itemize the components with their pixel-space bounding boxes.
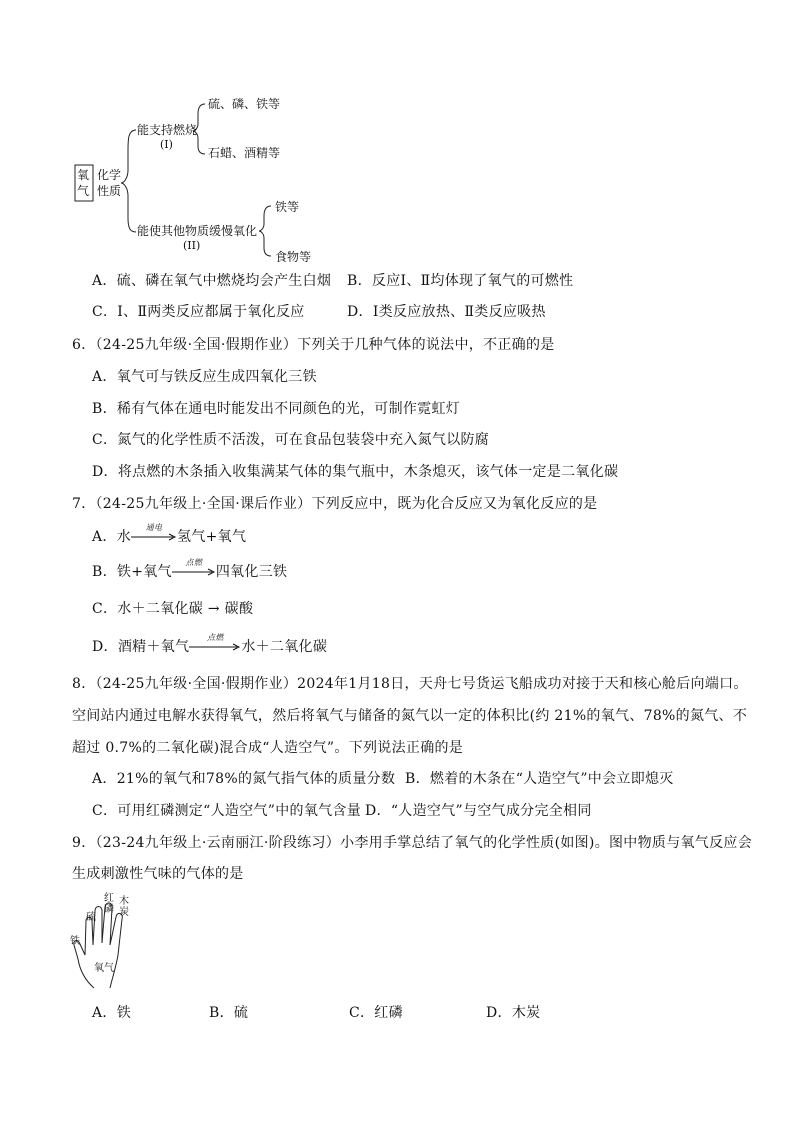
q9-option-d[interactable]: D．木炭 bbox=[486, 1005, 541, 1021]
q7-option-d[interactable] bbox=[92, 633, 328, 658]
q7-d-reactant: D．酒精＋氧气 bbox=[92, 639, 190, 655]
hand-palm-label: 氧气 bbox=[94, 963, 114, 974]
finger-red-p-label: 红磷 bbox=[104, 893, 114, 915]
finger-charcoal-label: 木炭 bbox=[119, 896, 129, 918]
q9-stem-line2: 生成刺激性气味的气体的是 bbox=[72, 866, 244, 882]
q6-option-b[interactable]: B．稀有气体在通电时能发出不同颜色的光，可制作霓虹灯 bbox=[92, 401, 461, 417]
q7-b-product: 四氧化三铁 bbox=[215, 564, 288, 580]
q7-option-b[interactable] bbox=[92, 558, 288, 583]
q6-option-a[interactable]: A．氧气可与铁反应生成四氧化三铁 bbox=[92, 369, 317, 385]
finger-sulfur-label: 硫 bbox=[86, 912, 96, 923]
arrow-icon bbox=[131, 523, 177, 542]
q8-option-a[interactable]: A．21%的氧气和78%的氮气指气体的质量分数 bbox=[92, 771, 396, 787]
q7-d-condition: 点燃 bbox=[207, 633, 224, 642]
q6-stem: 6．（24-25九年级·全国·假期作业）下列关于几种气体的说法中，不正确的是 bbox=[72, 337, 555, 353]
q8-stem-line2: 空间站内通过电解水获得氧气，然后将氧气与储备的氮气以一定的体积比(约 21%的氧气、78%的氮气、不 bbox=[72, 708, 748, 724]
category-top-label: 化学 bbox=[97, 168, 122, 182]
q9-option-c[interactable]: C．红磷 bbox=[349, 1005, 403, 1021]
q8-option-d[interactable]: D．“人造空气”与空气成分完全相同 bbox=[365, 803, 592, 819]
q8-option-c[interactable]: C．可用红磷测定“人造空气”中的氧气含量 bbox=[92, 803, 362, 819]
root-top-label: 氧 bbox=[77, 168, 90, 182]
q8-option-b[interactable]: B．燃着的木条在“人造空气”中会立即熄灭 bbox=[405, 771, 674, 787]
branch1-leaf1: 硫、磷、铁等 bbox=[208, 97, 281, 111]
q7-b-condition: 点燃 bbox=[185, 558, 203, 567]
q6-option-c[interactable]: C．氮气的化学性质不活泼，可在食品包装袋中充入氮气以防腐 bbox=[92, 432, 490, 448]
q7-b-reactant: B．铁+氧气 bbox=[92, 564, 172, 580]
q7-option-c[interactable]: C．水＋二氧化碳 → 碳酸 bbox=[92, 601, 254, 617]
q7-stem: 7．（24-25九年级上·全国·课后作业）下列反应中，既为化合反应又为氧化反应的是 bbox=[72, 496, 598, 512]
q5-option-b[interactable]: B．反应Ⅰ、Ⅱ均体现了氧气的可燃性 bbox=[347, 273, 574, 289]
q9-option-a[interactable]: A．铁 bbox=[92, 1005, 132, 1021]
branch2-label: 能使其他物质缓慢氧化 bbox=[137, 224, 258, 238]
diagram-connectors bbox=[0, 0, 794, 300]
branch1-label: 能支持燃烧 bbox=[137, 123, 198, 137]
branch2-leaf2: 食物等 bbox=[275, 250, 312, 264]
q9-stem-line1: 9．（23-24九年级上·云南丽江·阶段练习）小李用手掌总结了氧气的化学性质(如图)。图中物质与氧气反应会 bbox=[72, 835, 752, 851]
branch2-tag: (II) bbox=[183, 239, 201, 252]
q7-option-a[interactable] bbox=[92, 523, 247, 548]
q5-option-a[interactable]: A．硫、磷在氧气中燃烧均会产生白烟 bbox=[92, 273, 332, 289]
branch1-tag: (I) bbox=[160, 138, 173, 151]
arrow-icon bbox=[172, 558, 216, 577]
q7-d-product: 水＋二氧化碳 bbox=[241, 639, 328, 655]
q5-option-c[interactable]: C．Ⅰ、Ⅱ两类反应都属于氧化反应 bbox=[92, 304, 305, 320]
q7-a-product: 氢气+氧气 bbox=[177, 529, 247, 545]
root-bottom-label: 气 bbox=[77, 184, 90, 198]
q5-option-d[interactable]: D．Ⅰ类反应放热、Ⅱ类反应吸热 bbox=[347, 304, 546, 320]
q8-stem-line3: 超过 0.7%的二氧化碳)混合成“人造空气”。下列说法正确的是 bbox=[72, 740, 464, 756]
branch1-leaf2: 石蜡、酒精等 bbox=[208, 146, 281, 160]
q7-a-condition: 通电 bbox=[145, 523, 163, 532]
category-bottom-label: 性质 bbox=[97, 184, 122, 198]
finger-iron-label: 铁 bbox=[70, 936, 80, 947]
q6-option-d[interactable]: D．将点燃的木条插入收集满某气体的集气瓶中，木条熄灭，该气体一定是二氧化碳 bbox=[92, 464, 619, 480]
q8-stem-line1: 8．（24-25九年级·全国·假期作业）2024年1月18日，天舟七号货运飞船成功对接于天和核心舱后向端口。 bbox=[72, 676, 748, 692]
arrow-icon bbox=[189, 633, 241, 652]
q9-option-b[interactable]: B．硫 bbox=[209, 1005, 249, 1021]
q7-a-reactant: A．水 bbox=[92, 529, 132, 545]
branch2-leaf1: 铁等 bbox=[275, 200, 300, 214]
